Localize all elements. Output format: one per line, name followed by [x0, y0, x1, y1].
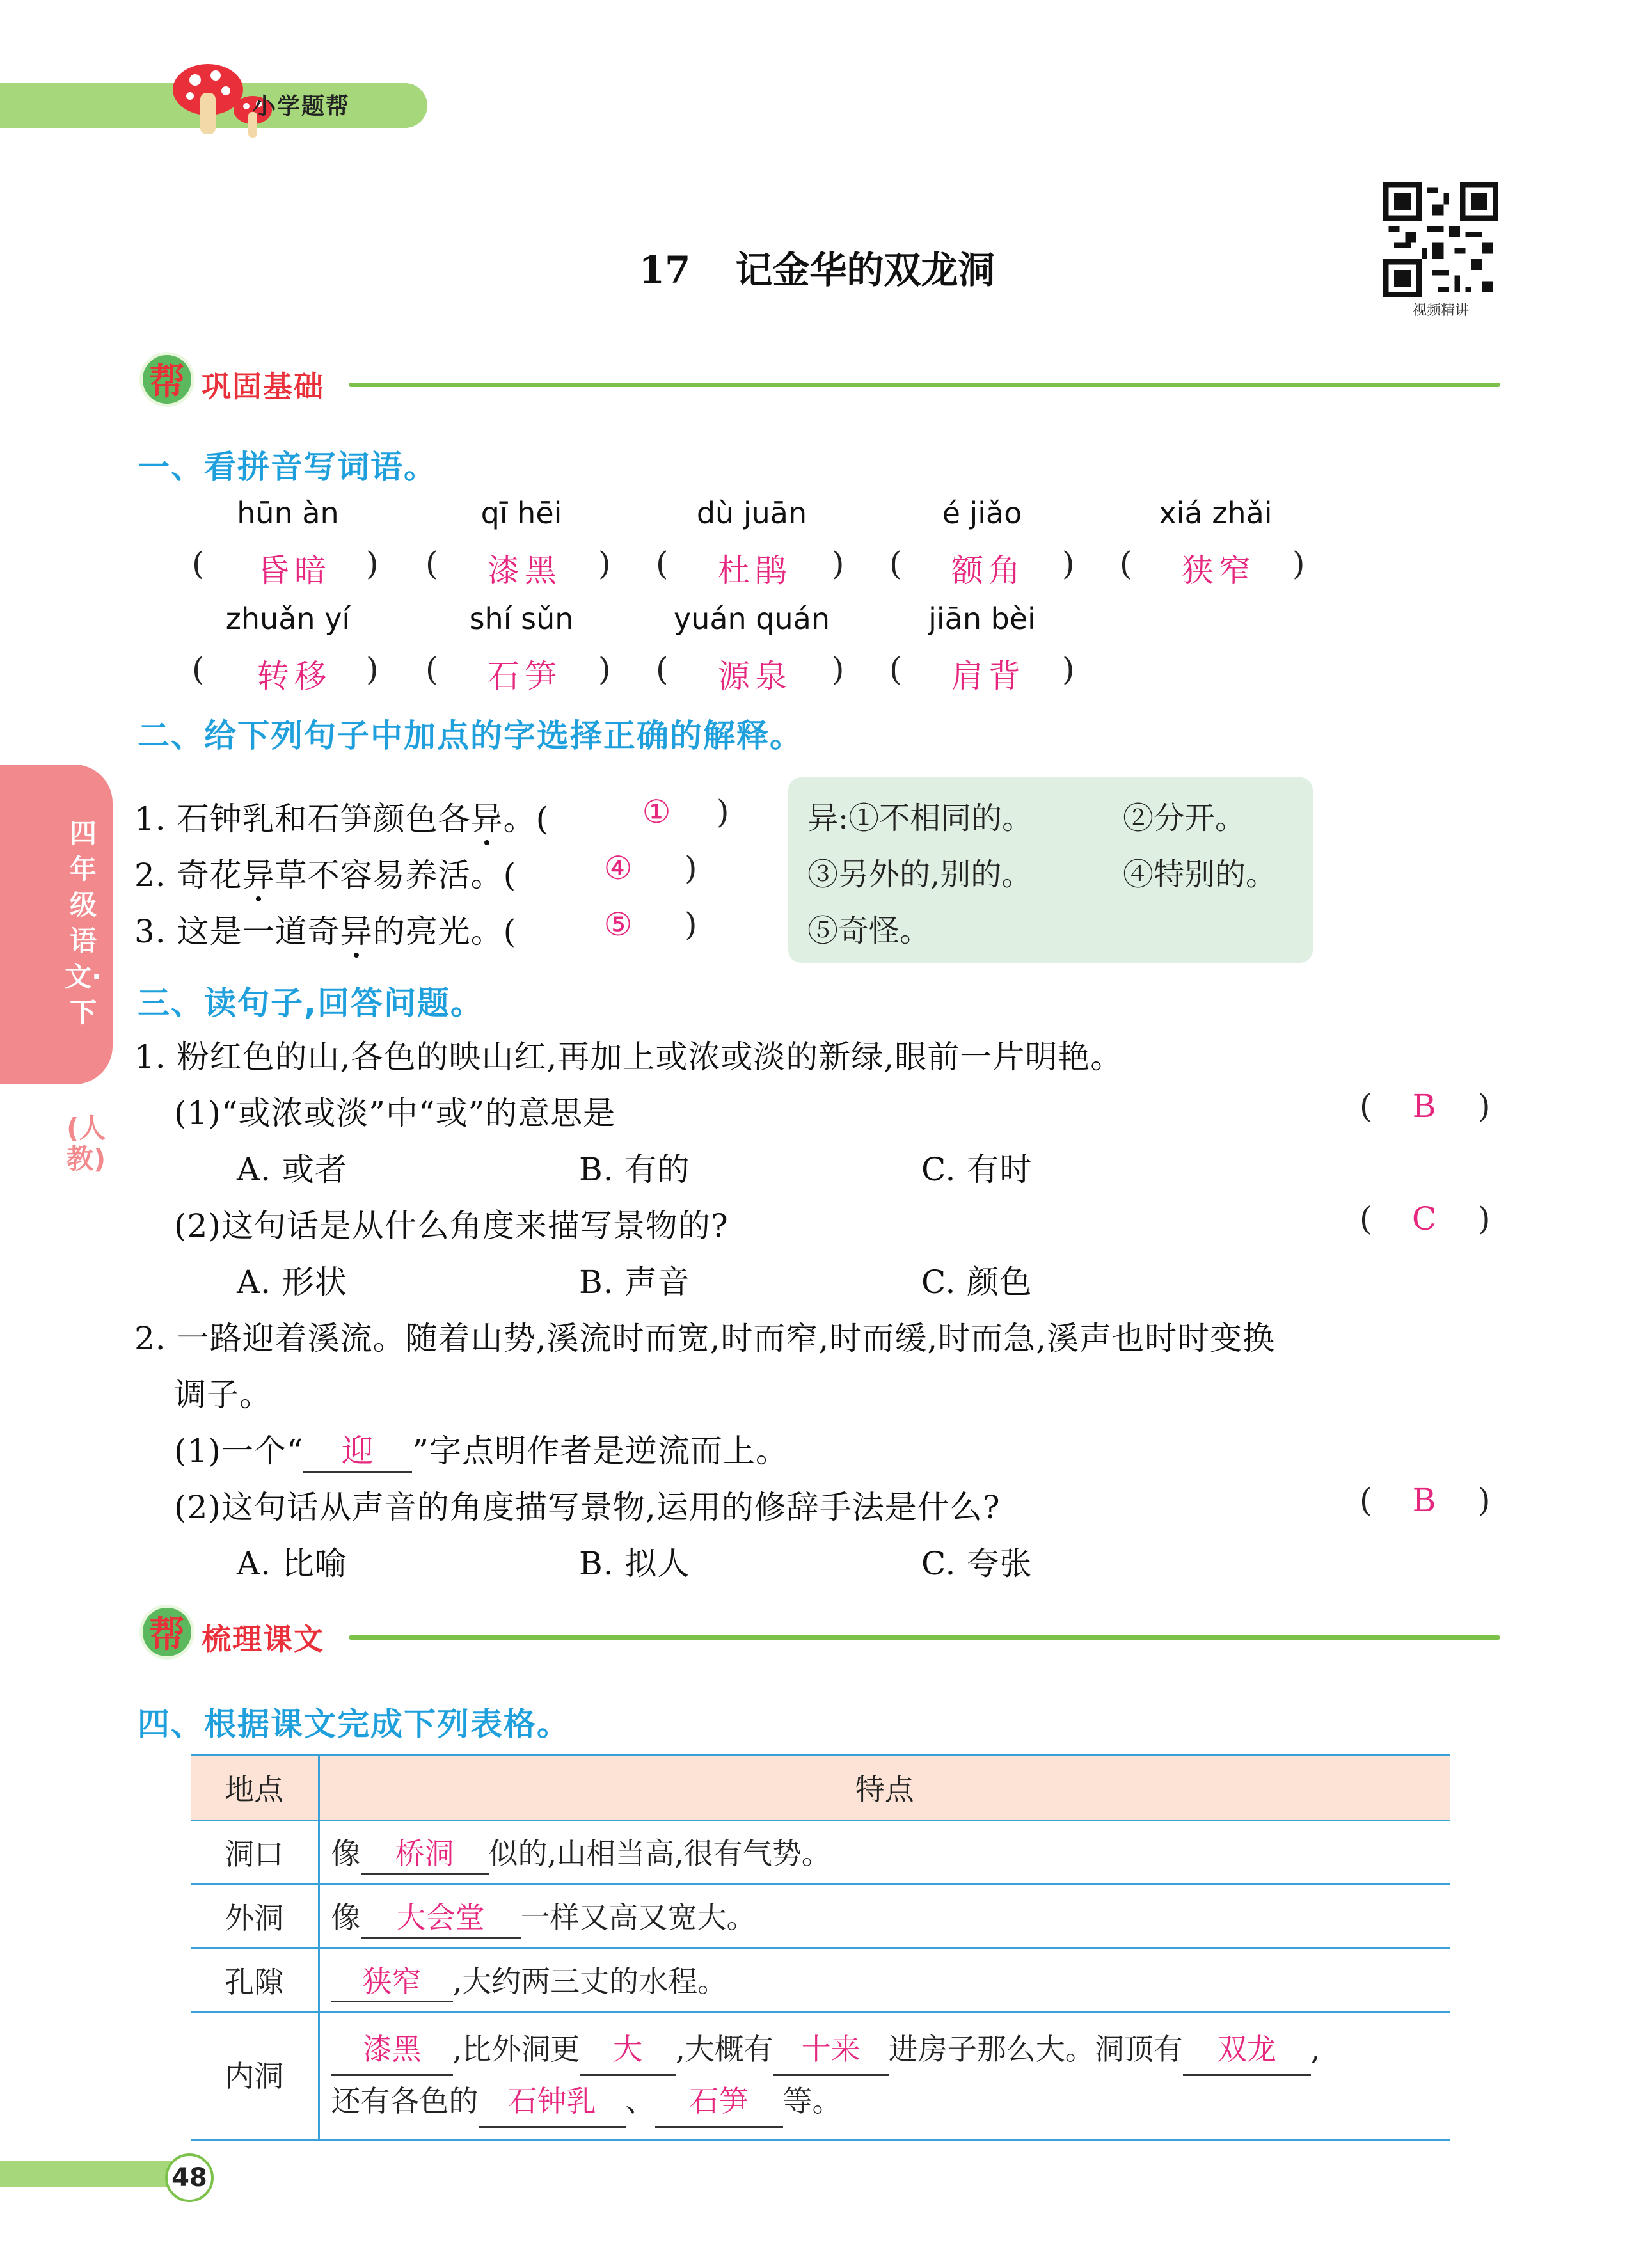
option: B. 声音 — [579, 1264, 690, 1301]
paren-open: ( — [1360, 1200, 1372, 1237]
q2-heading: 二、给下列句子中加点的字选择正确的解释。 — [138, 717, 803, 754]
paren-close: ) — [1478, 1482, 1491, 1519]
dotted-char: 异 — [470, 800, 504, 837]
feature-text: ,大约两三丈的水程。 — [452, 1963, 727, 1999]
side-tab-grade: 四年级语文·下 — [65, 818, 102, 1028]
pinyin-answer: 狭窄 — [1182, 552, 1256, 589]
definition: ③另外的,别的。 — [807, 857, 1033, 892]
q3-question: (2)这句话从声音的角度描写景物,运用的修辞手法是什么? — [174, 1489, 1001, 1526]
q2-answer: ⑤ — [603, 906, 638, 943]
q3-sentence-2-cont: 调子。 — [174, 1376, 272, 1413]
pinyin: hūn àn — [237, 496, 339, 530]
table-row — [191, 1820, 1450, 1884]
place-cell: 孔隙 — [191, 1948, 319, 2012]
paren-close: ) — [685, 906, 697, 943]
q2-item-text: 3. 这是一道奇 — [134, 913, 340, 950]
paren-close: ) — [598, 545, 611, 582]
paren-close: ) — [598, 651, 611, 688]
qr-caption: 视频精讲 — [1412, 303, 1469, 319]
q2-item-text: 。( — [503, 800, 550, 837]
paren-close: ) — [1062, 651, 1075, 688]
definition: ⑤奇怪。 — [807, 913, 931, 949]
banner-organize: 梳理课文 — [202, 1622, 324, 1656]
option: C. 颜色 — [921, 1264, 1033, 1301]
feature-text: , — [1310, 2032, 1321, 2066]
paren-open: ( — [192, 651, 205, 688]
definition: ④特别的。 — [1123, 857, 1277, 892]
paren-close: ) — [366, 651, 379, 688]
pinyin: é jiǎo — [942, 496, 1022, 530]
q2-item-text: 草不容易养活。( — [274, 857, 517, 894]
paren-open: ( — [425, 651, 438, 688]
fill-blank-answer: 迎 — [303, 1425, 412, 1473]
feature-text: ,大概有 — [676, 2032, 773, 2066]
table-row — [191, 1948, 1450, 2012]
feature-text: 一样又高又宽大。 — [520, 1899, 756, 1935]
page-number: 48 — [165, 2153, 214, 2202]
paren-close: ) — [1478, 1088, 1491, 1125]
pinyin: xiá zhǎi — [1159, 496, 1273, 530]
side-tab-edition: (人教) — [67, 1113, 106, 1175]
qr-code-icon[interactable] — [1383, 182, 1498, 297]
feature-text: 等。 — [782, 2084, 842, 2118]
banner-badge: 帮 — [139, 1605, 194, 1660]
option: A. 比喻 — [237, 1545, 347, 1582]
option: B. 拟人 — [579, 1545, 690, 1582]
fill-blank-answer: 十来 — [773, 2024, 889, 2076]
pinyin: jiān bèi — [928, 601, 1036, 636]
pinyin-answer: 额角 — [951, 552, 1026, 589]
footer-bar — [0, 2161, 192, 2187]
q2-item — [134, 793, 549, 839]
q3-question: (1)“或浓或淡”中“或”的意思是 — [174, 1095, 616, 1132]
table-row — [191, 2012, 1450, 2140]
definition: ②分开。 — [1123, 800, 1246, 836]
q2-item-text: 的亮光。( — [372, 913, 517, 950]
feature-text: 还有各色的 — [331, 2084, 479, 2118]
q1-heading: 一、看拼音写词语。 — [138, 448, 437, 486]
paren-close: ) — [1478, 1200, 1491, 1237]
q2-item-text: 1. 石钟乳和石笋颜色各 — [134, 800, 471, 837]
paren-open: ( — [656, 651, 669, 688]
fill-blank-answer: 大 — [580, 2024, 676, 2076]
dotted-char: 异 — [242, 857, 275, 894]
fill-blank-answer: 桥洞 — [361, 1830, 489, 1875]
paren-open: ( — [889, 651, 902, 688]
col-header-place: 地点 — [191, 1756, 319, 1820]
table-header-row — [191, 1756, 1450, 1820]
q3-fill-text: (1)一个“ — [174, 1432, 304, 1470]
q2-answer: ④ — [603, 850, 638, 887]
fill-blank-answer: 漆黑 — [331, 2024, 453, 2076]
paren-close: ) — [366, 545, 379, 582]
fill-blank-answer: 石钟乳 — [479, 2076, 626, 2128]
definition: 异:①不相同的。 — [807, 800, 1033, 836]
table-row — [191, 1884, 1450, 1948]
banner-consolidate: 巩固基础 — [202, 369, 324, 404]
paren-close: ) — [1292, 545, 1305, 582]
q2-item — [134, 850, 516, 896]
pinyin-answer: 石笋 — [488, 658, 562, 695]
option: C. 有时 — [921, 1151, 1033, 1188]
paren-open: ( — [1120, 545, 1132, 582]
q3-answer: B — [1412, 1482, 1441, 1519]
banner-badge: 帮 — [139, 352, 194, 407]
banner-divider — [349, 1635, 1500, 1640]
pinyin: qī hēi — [480, 496, 562, 530]
feature-text: 像 — [331, 1836, 361, 1871]
features-table — [191, 1756, 1450, 2141]
paren-open: ( — [1360, 1482, 1372, 1519]
paren-close: ) — [717, 793, 729, 830]
place-cell: 内洞 — [191, 2012, 319, 2140]
q3-sentence-2: 2. 一路迎着溪流。随着山势,溪流时而宽,时而窄,时而缓,时而急,溪声也时时变换 — [134, 1320, 1276, 1357]
pinyin: shí sǔn — [469, 601, 574, 636]
paren-open: ( — [192, 545, 205, 582]
paren-close: ) — [832, 651, 845, 688]
q3-question: (2)这句话是从什么角度来描写景物的? — [174, 1207, 729, 1244]
pinyin: dù juān — [696, 496, 807, 530]
pinyin-answer: 转移 — [257, 658, 331, 695]
pinyin-answer: 漆黑 — [488, 552, 562, 589]
fill-blank-answer: 大会堂 — [361, 1894, 521, 1939]
lesson-number: 17 — [639, 248, 691, 292]
q4-heading: 四、根据课文完成下列表格。 — [138, 1706, 570, 1743]
place-cell: 洞口 — [191, 1820, 319, 1884]
pinyin-answer: 源泉 — [718, 658, 792, 695]
paren-open: ( — [889, 545, 902, 582]
q3-answer: B — [1412, 1088, 1441, 1125]
q3-fill-text: ”字点明作者是逆流而上。 — [412, 1432, 788, 1470]
q3-fill-question — [174, 1425, 788, 1473]
place-cell: 外洞 — [191, 1884, 319, 1948]
fill-blank-answer: 石笋 — [655, 2076, 783, 2128]
q2-item-text: 2. 奇花 — [134, 857, 242, 894]
q3-sentence-1: 1. 粉红色的山,各色的映山红,再加上或浓或淡的新绿,眼前一片明艳。 — [134, 1038, 1123, 1075]
feature-cell — [319, 1884, 1450, 1948]
dotted-char: 异 — [340, 913, 373, 950]
pinyin-answer: 昏暗 — [257, 552, 331, 589]
option: B. 有的 — [579, 1151, 690, 1188]
q3-answer: C — [1411, 1200, 1442, 1237]
q3-heading: 三、读句子,回答问题。 — [138, 985, 484, 1022]
option: A. 或者 — [237, 1151, 347, 1188]
feature-text: 进房子那么大。洞顶有 — [888, 2032, 1183, 2066]
pinyin: yuán quán — [673, 601, 830, 636]
option: C. 夸张 — [921, 1545, 1033, 1582]
feature-text: ,比外洞更 — [452, 2032, 580, 2066]
pinyin-answer: 杜鹃 — [718, 552, 792, 589]
feature-text: 似的,山相当高,很有气势。 — [488, 1836, 831, 1871]
fill-blank-answer: 狭窄 — [331, 1958, 453, 2002]
paren-close: ) — [832, 545, 845, 582]
q2-item — [134, 906, 516, 952]
feature-cell — [319, 1820, 1450, 1884]
paren-open: ( — [656, 545, 669, 582]
q2-answer: ① — [642, 793, 676, 830]
feature-text: 像 — [331, 1899, 361, 1935]
option: A. 形状 — [237, 1264, 347, 1301]
paren-open: ( — [425, 545, 438, 582]
banner-divider — [349, 383, 1500, 387]
feature-cell — [319, 1948, 1450, 2012]
paren-close: ) — [1062, 545, 1075, 582]
feature-cell — [319, 2012, 1450, 2140]
paren-open: ( — [1360, 1088, 1372, 1125]
pinyin-answer: 肩背 — [951, 658, 1026, 695]
pinyin: zhuǎn yí — [225, 601, 351, 636]
lesson-name: 记金华的双龙洞 — [735, 248, 995, 292]
feature-text: 、 — [625, 2084, 655, 2118]
col-header-feature: 特点 — [319, 1756, 1450, 1820]
fill-blank-answer: 双龙 — [1183, 2024, 1311, 2076]
brand-name: 小学题帮 — [253, 93, 351, 120]
paren-close: ) — [685, 850, 697, 887]
